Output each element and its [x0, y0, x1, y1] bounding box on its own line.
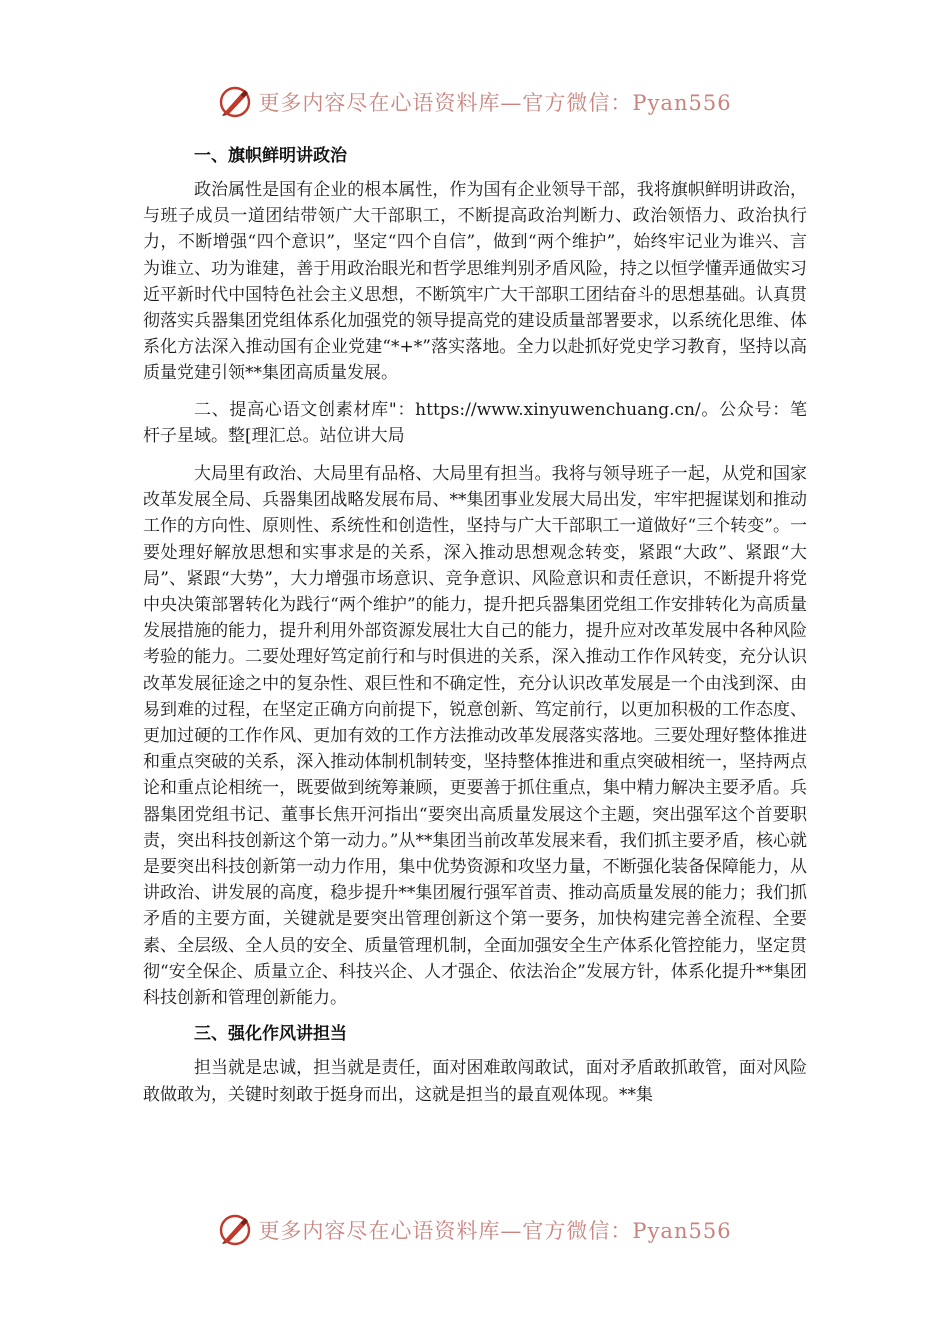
section-3-heading: 三、强化作风讲担当 — [194, 1024, 347, 1045]
watermark-banner-top — [0, 82, 950, 122]
document-body — [143, 143, 807, 1118]
section-2-heading-line: 二、提高心语文创素材库"：https://www.xinyuwenchuang.cn/。公众号：笔杆子星域。整[理汇总。站位讲大局 — [143, 399, 807, 446]
watermark-text: 更多内容尽在心语资料库—官方微信：Pyan556 — [258, 91, 732, 115]
pen-logo-icon — [218, 1213, 252, 1247]
pen-logo-icon — [218, 85, 252, 119]
section-3-paragraph: 担当就是忠诚，担当就是责任，面对困难敢闯敢试，面对矛盾敢抓敢管，面对风险敢做敢为，关键时刻敢于挺身而出，这就是担当的最直观体现。**集 — [143, 1058, 807, 1105]
section-1-heading: 一、旗帜鲜明讲政治 — [194, 146, 347, 166]
watermark-banner-bottom — [0, 1210, 950, 1250]
section-2-paragraph: 大局里有政治、大局里有品格、大局里有担当。我将与领导班子一起，从党和国家改革发展全局、兵器集团战略发展布局、**集团事业发展大局出发，牢牢把握谋划和推动工作的方向性、原则性、系统性和创造性，坚持与广大干部职工一道做好“三个转变”。一要处理好解放思想和实事求是的关系，深入推动思想观念转变，紧跟“大政”、紧跟“大局”、紧跟“大势”，大力增强市场意识、竞争意识、风险意识和责任意识，不断提升将党中央决策部署转化为践行“两个维护”的能力，提升把兵器集团党组工作安排转化为高质量发展措施的能力，提升利用外部资源发展壮大自己的能力，提升应对改革发展中各种风险考验的能力。二要处理好笃定前行和与时俱进的关系，深入推动工作作风转变，充分认识改革发展征途之中的复杂性、艰巨性和不确定性，充分认识改革发展是一个由浅到深、由易到难的过程，在坚定正确方向前提下，锐意创新、笃定前行，以更加积极的工作态度、更加过硬的工作作风、更加有效的工作方法推动改革发展落实落地。三要处理好整体推进和重点突破的关系，深入推动体制机制转变，坚持整体推进和重点突破相统一，坚持两点论和重点论相统一，既要做到统筹兼顾，更要善于抓住重点，集中精力解决主要矛盾。兵器集团党组书记、董事长焦开河指出“要突出高质量发展这个主题，突出强军这个首要职责，突出科技创新这个第一动力。”从**集团当前改革发展来看，我们抓主要矛盾，核心就是要突出科技创新第一动力作用，集中优势资源和攻坚力量，不断强化装备保障能力，从讲政治、讲发展的高度，稳步提升**集团履行强军首责、推动高质量发展的能力；我们抓矛盾的主要方面，关键就是要突出管理创新这个第一要务，加快构建完善全流程、全要素、全层级、全人员的安全、质量管理机制，全面加强安全生产体系化管控能力，坚定贯彻“安全保企、质量立企、科技兴企、人才强企、依法治企”发展方针，体系化提升**集团科技创新和管理创新能力。 — [143, 464, 807, 1009]
watermark-text: 更多内容尽在心语资料库—官方微信：Pyan556 — [258, 1219, 732, 1243]
section-1-paragraph: 政治属性是国有企业的根本属性，作为国有企业领导干部，我将旗帜鲜明讲政治，与班子成员一道团结带领广大干部职工，不断提高政治判断力、政治领悟力、政治执行力，不断增强“四个意识”，坚定“四个自信”，做到“两个维护”，始终牢记业为谁兴、言为谁立、功为谁建，善于用政治眼光和哲学思维判别矛盾风险，持之以恒学懂弄通做实习近平新时代中国特色社会主义思想，不断筑牢广大干部职工团结奋斗的思想基础。认真贯彻落实兵器集团党组体系化加强党的领导提高党的建设质量部署要求，以系统化思维、体系化方法深入推动国有企业党建“*+*”落实落地。全力以赴抓好党史学习教育，坚持以高质量党建引领**集团高质量发展。 — [143, 180, 807, 384]
